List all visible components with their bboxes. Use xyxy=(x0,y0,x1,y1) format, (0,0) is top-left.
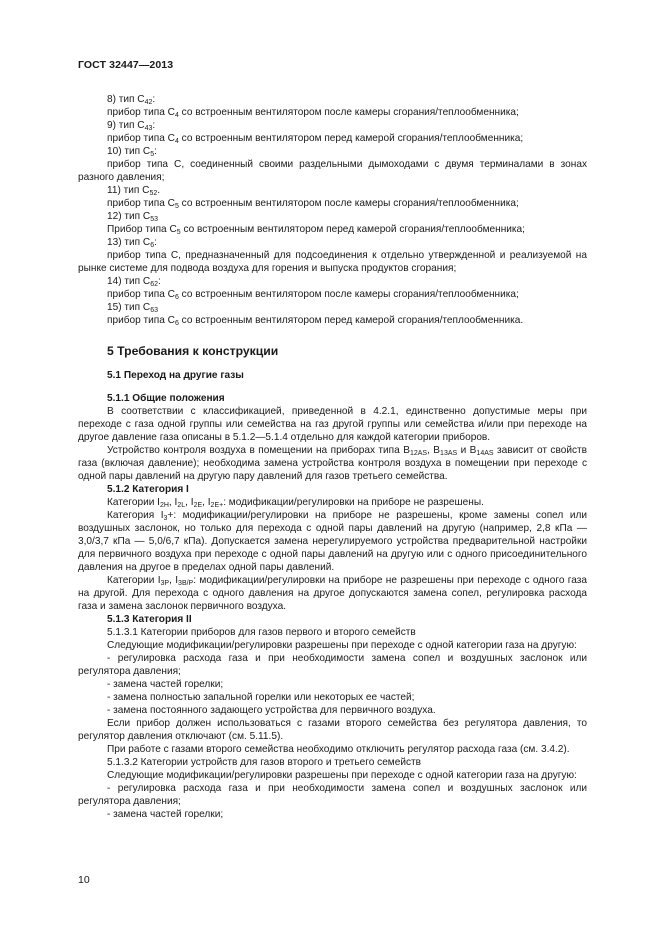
page-number: 10 xyxy=(78,874,90,886)
section-5-1-3-2-title: 5.1.3.2 Категории устройств для газов второго и третьего семейств xyxy=(107,757,422,768)
type-label: 14) тип $C_{62}$: xyxy=(107,276,161,288)
paragraph-category-i2: Категории $I_{2H}$, $I_{2L}$, $I_{2E}$, $I_{2E+}$: модификации/регулировки на приборе не разрешены. xyxy=(107,497,484,509)
type-description: прибор типа C, соединенный своими раздельными дымоходами c двумя терминалами в зонах разного давления; xyxy=(78,159,587,183)
type-description: прибор типа $C_4$ со встроенным вентилятором перед камерой сгорания/теплообменника; xyxy=(107,133,524,145)
page-content xyxy=(78,93,587,821)
type-description: прибор типа $C_6$ со встроенным вентилятором перед камерой сгорания/теплообменника. xyxy=(107,315,524,327)
paragraph-disable-flow-regulator: При работе с газами второго семейства необходимо отключить регулятор расхода газа (см. 3.4.2). xyxy=(107,744,570,755)
list-item: - замена постоянного задающего устройства для первичного воздуха. xyxy=(107,705,436,716)
paragraph-allowed-mods-2: Следующие модификации/регулировки разрешены при переходе с одной категории газа на другую: xyxy=(107,770,577,781)
type-description: прибор типа $C_5$ со встроенным вентилятором после камеры сгорания/теплообменника; xyxy=(107,198,519,210)
paragraph-air-control: Устройство контроля воздуха в помещении на приборах типа $B_{12AS}$, $B_{13AS}$ и $B_{14AS}$ зависит от свойств газа (включая давление); необходима замена устройства контроля воздуха в помещении при переходе с одной пары давлений на другую пару давлений для газов третьего семейства. xyxy=(78,445,588,482)
page-header-standard: ГОСТ 32447—2013 xyxy=(78,59,174,71)
type-description: прибор типа C, предназначенный для подсоединения к отдельно утвержденной и реализуемой на рынке системе для подвода воздуха для горения и выпуска продуктов сгорания; xyxy=(78,250,587,274)
paragraph-category-i3p: Категории $I_{3P}$, $I_{3B/P}$: модификации/регулировки на приборе не разрешены при переходе с одного газа на другой. Для перехода с одного давления на другое допускаются замена сопел, регулировка расхода газа и замена заслонок первичного воздуха. xyxy=(78,575,587,612)
section-5-1-1-title: 5.1.1 Общие положения xyxy=(107,393,225,404)
paragraph-category-i3plus: Категория $I_3+$: модификации/регулировки на приборе не разрешены, кроме замены сопел или воздушных заслонок, но только для перехода с одной пары давлений на другую (например, 2,8 кПа — 3,0/3,7 кПа — 5,0/6,7 кПа). Допускается замена нерегулируемого устройства предварительной настройки для первичного воздуха при переходе с одной пары давлений на другую или с одного присоединительного давления на другое в пределах одной пары давлений. xyxy=(78,510,588,573)
paragraph-allowed-mods-1: Следующие модификации/регулировки разрешены при переходе с одной категории газа на другую: xyxy=(107,640,577,651)
type-label: 10) тип $C_5$: xyxy=(107,146,157,158)
list-item: - замена частей горелки; xyxy=(107,679,224,690)
list-allowed-mods-1 xyxy=(78,652,587,717)
list-allowed-mods-2 xyxy=(78,782,587,821)
paragraph-general-provisions: В соответствии с классификацией, приведенной в 4.2.1, единственно допустимые меры при переходе с газа одной группы или семейства на газ другой группы или семейства и/или при переходе на другое давление газа описаны в 5.1.2—5.1.4 отдельно для каждой категории приборов. xyxy=(78,406,587,443)
list-item: - замена полностью запальной горелки или некоторых ее частей; xyxy=(107,692,415,703)
list-item: - регулировка расхода газа и при необходимости замена сопел и воздушных заслонок или регулятора давления; xyxy=(78,653,587,677)
type-description: Прибор типа $C_5$ со встроенным вентилятором перед камерой сгорания/теплообменника; xyxy=(107,224,525,236)
type-label: 11) тип $C_{52}$. xyxy=(107,185,161,197)
types-list xyxy=(78,93,587,327)
type-label: 8) тип $C_{42}$: xyxy=(107,94,156,106)
list-item: - замена частей горелки; xyxy=(107,809,224,820)
type-description: прибор типа $C_4$ со встроенным вентилятором после камеры сгорания/теплообменника; xyxy=(107,107,519,119)
type-label: 12) тип $C_{53}$ xyxy=(107,211,159,223)
section-5-1-2-title: 5.1.2 Категория I xyxy=(107,484,189,495)
section-5-1-3-title: 5.1.3 Категория II xyxy=(107,614,192,625)
section-5-1-title: 5.1 Переход на другие газы xyxy=(107,370,244,381)
type-label: 9) тип $C_{43}$: xyxy=(107,120,156,132)
section-5-1-3-1-title: 5.1.3.1 Категории приборов для газов первого и второго семейств xyxy=(107,627,416,638)
type-description: прибор типа $C_6$ со встроенным вентилятором после камеры сгорания/теплообменника; xyxy=(107,289,519,301)
list-item: - регулировка расхода газа и при необходимости замена сопел и воздушных заслонок или регулятора давления; xyxy=(78,783,587,807)
section-5-title: 5 Требования к конструкции xyxy=(107,344,279,358)
type-label: 15) тип $C_{63}$ xyxy=(107,302,159,314)
type-label: 13) тип $C_6$: xyxy=(107,237,157,249)
paragraph-no-regulator: Если прибор должен использоваться с газами второго семейства без регулятора давления, то регулятор давления отключают (см. 5.11.5). xyxy=(78,718,587,742)
